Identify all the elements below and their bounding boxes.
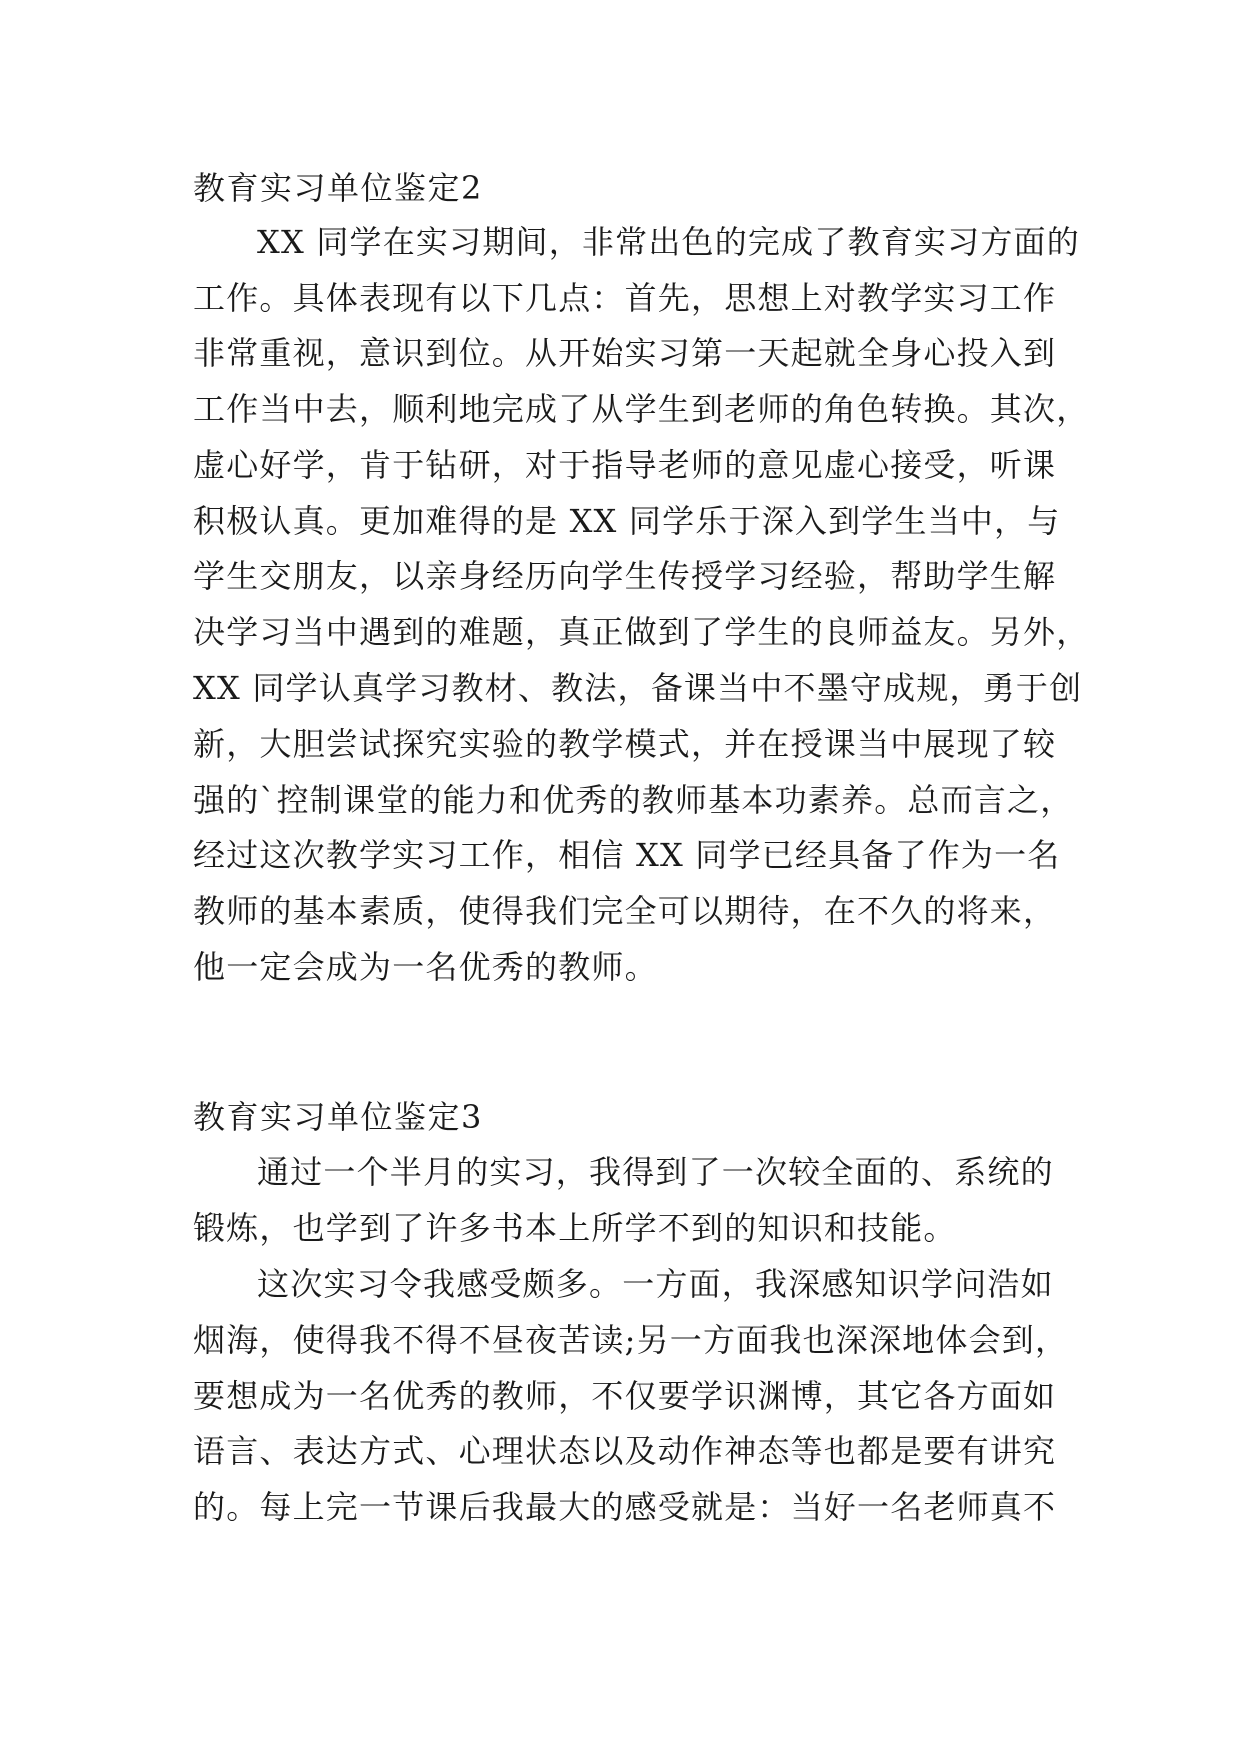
paragraph-line: 经过这次教学实习工作，相信 XX 同学已经具备了作为一名 — [193, 836, 1061, 874]
paragraph-line: XX 同学认真学习教材、教法，备课当中不墨守成规，勇于创 — [193, 669, 1083, 707]
paragraph-line: 工作。具体表现有以下几点：首先，思想上对教学实习工作 — [193, 279, 1057, 317]
paragraph-line: 积极认真。更加难得的是 XX 同学乐于深入到学生当中，与 — [193, 502, 1061, 540]
paragraph-line: 这次实习令我感受颇多。一方面，我深感知识学问浩如 — [257, 1265, 1054, 1303]
paragraph-line: 学生交朋友，以亲身经历向学生传授学习经验，帮助学生解 — [193, 557, 1057, 595]
paragraph-line: XX 同学在实习期间，非常出色的完成了教育实习方面的 — [257, 223, 1080, 261]
paragraph-line: 语言、表达方式、心理状态以及动作神态等也都是要有讲究 — [193, 1432, 1057, 1470]
paragraph-line: 要想成为一名优秀的教师，不仅要学识渊博，其它各方面如 — [193, 1377, 1057, 1415]
paragraph-line: 非常重视，意识到位。从开始实习第一天起就全身心投入到 — [193, 334, 1057, 372]
paragraph-line: 强的`控制课堂的能力和优秀的教师基本功素养。总而言之， — [193, 781, 1074, 819]
paragraph-line: 锻炼，也学到了许多书本上所学不到的知识和技能。 — [193, 1209, 957, 1247]
paragraph-line: 通过一个半月的实习，我得到了一次较全面的、系统的 — [257, 1153, 1054, 1191]
paragraph-line: 工作当中去，顺利地完成了从学生到老师的角色转换。其次， — [193, 390, 1090, 428]
section-heading-3: 教育实习单位鉴定3 — [193, 1098, 483, 1136]
paragraph-line: 教师的基本素质，使得我们完全可以期待，在不久的将来， — [193, 892, 1057, 930]
paragraph-line: 他一定会成为一名优秀的教师。 — [193, 948, 658, 986]
section-heading-2: 教育实习单位鉴定2 — [193, 169, 483, 207]
paragraph-line: 烟海，使得我不得不昼夜苦读;另一方面我也深深地体会到， — [193, 1321, 1069, 1359]
paragraph-line: 虚心好学，肯于钻研，对于指导老师的意见虚心接受，听课 — [193, 446, 1057, 484]
paragraph-line: 的。每上完一节课后我最大的感受就是：当好一名老师真不 — [193, 1488, 1057, 1526]
paragraph-line: 新，大胆尝试探究实验的教学模式，并在授课当中展现了较 — [193, 725, 1057, 763]
paragraph-line: 决学习当中遇到的难题，真正做到了学生的良师益友。另外， — [193, 613, 1090, 651]
